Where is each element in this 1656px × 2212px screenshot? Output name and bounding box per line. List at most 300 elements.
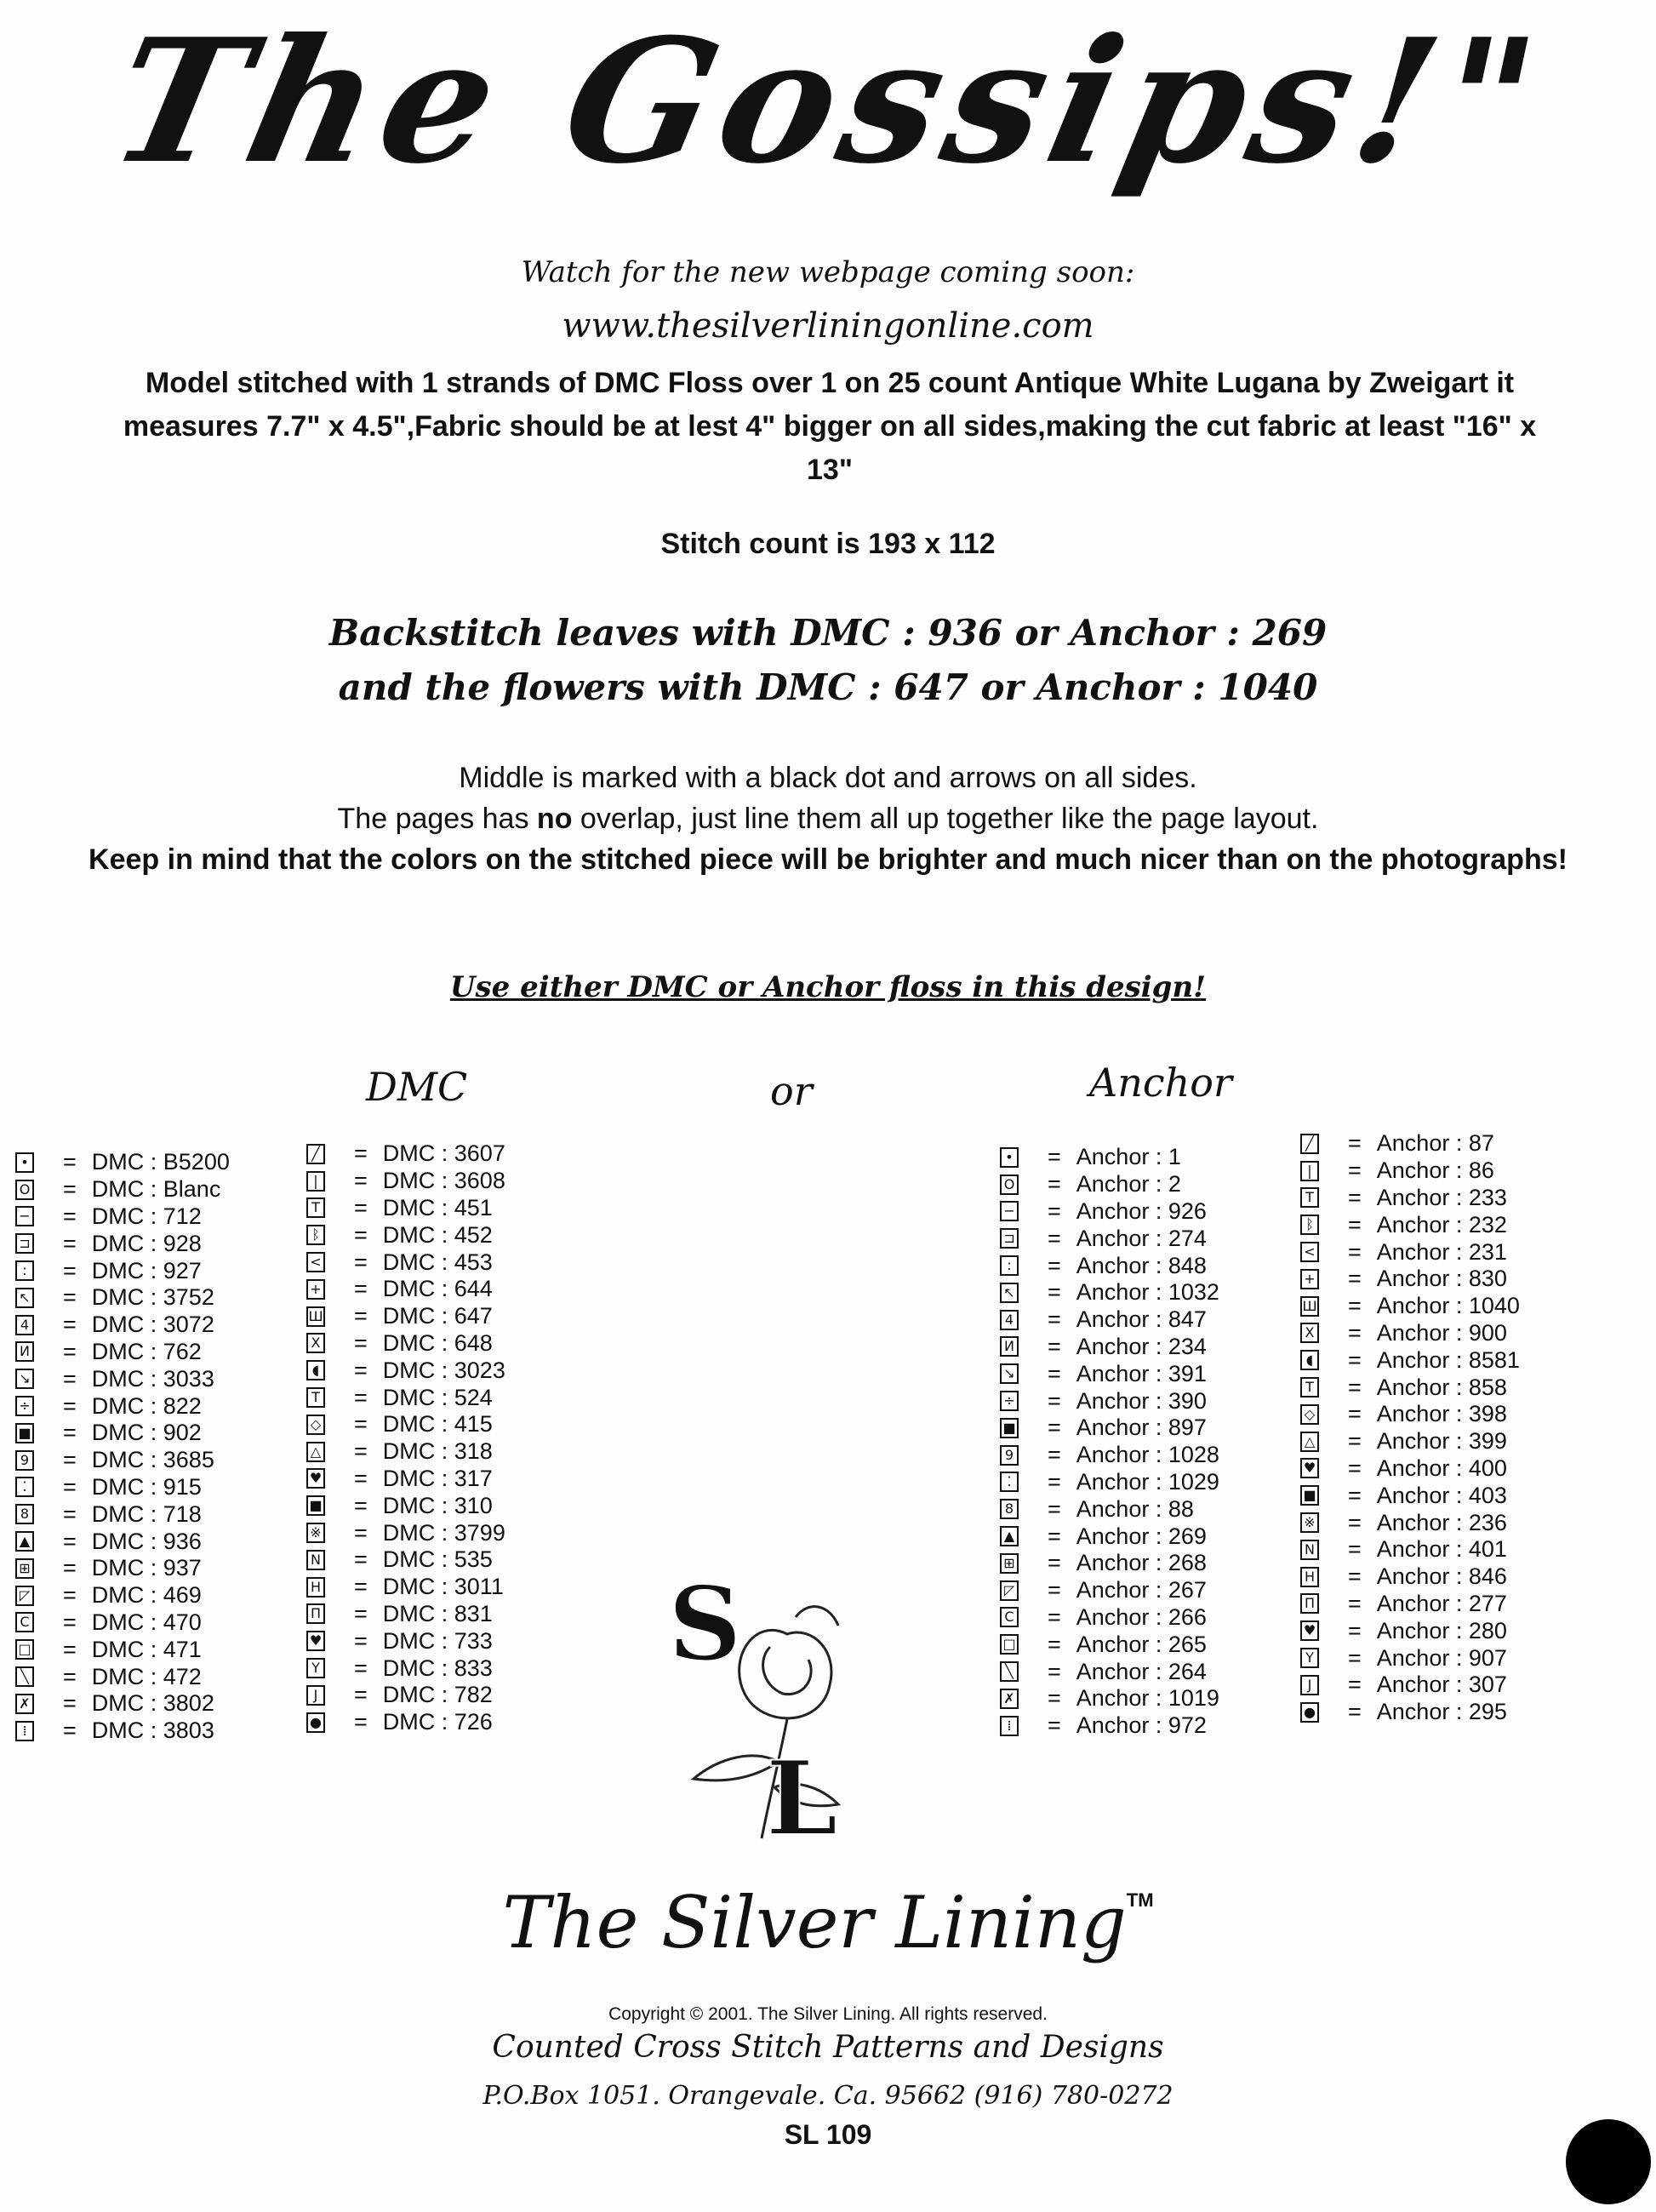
symbol-key-icon: 4 — [15, 1315, 34, 1335]
symbol-key-icon: C — [1000, 1607, 1019, 1627]
legend-row — [1300, 1644, 1520, 1672]
symbol-key-icon: ÷ — [15, 1396, 34, 1416]
legend-row — [1000, 1360, 1219, 1387]
symbol-key-icon: • — [1000, 1147, 1019, 1168]
thread-label: Anchor : 391 — [1076, 1360, 1207, 1386]
symbol-key-icon: Ш — [1300, 1296, 1319, 1317]
thread-label: Anchor : 1019 — [1076, 1685, 1219, 1712]
equals-sign: = — [63, 1284, 77, 1311]
symbol-key-icon: ↘ — [1000, 1363, 1019, 1384]
copyright: Copyright © 2001. The Silver Lining. All rights reserved. — [608, 2004, 1048, 2024]
symbol-key-icon: ◇ — [306, 1415, 325, 1435]
legend-row — [1000, 1469, 1219, 1496]
thread-label: Anchor : 88 — [1076, 1495, 1194, 1522]
symbol-key-icon: ╲ — [1000, 1661, 1019, 1682]
equals-sign: = — [354, 1276, 368, 1302]
symbol-key-icon: T — [1300, 1187, 1319, 1208]
thread-label: DMC : 470 — [91, 1609, 202, 1635]
backstitch-instructions — [0, 606, 1656, 715]
equals-sign: = — [1348, 1482, 1362, 1508]
layout-notes — [85, 757, 1571, 880]
equals-sign: = — [63, 1149, 77, 1175]
thread-label: Anchor : 846 — [1376, 1563, 1507, 1590]
equals-sign: = — [1048, 1333, 1061, 1359]
legend-row — [15, 1636, 230, 1663]
symbol-key-icon: J — [306, 1685, 325, 1706]
equals-sign: = — [354, 1303, 368, 1329]
thread-label: Anchor : 847 — [1076, 1306, 1207, 1333]
equals-sign: = — [1348, 1672, 1362, 1698]
legend-row — [15, 1230, 230, 1257]
thread-label: Anchor : 1 — [1076, 1144, 1181, 1170]
symbol-key-icon: 9 — [1000, 1445, 1019, 1466]
thread-label: DMC : 471 — [91, 1636, 202, 1662]
legend-row — [1300, 1130, 1520, 1157]
sl-monogram-logo — [660, 1566, 864, 1847]
legend-row — [15, 1582, 230, 1609]
legend-row — [1000, 1198, 1219, 1226]
equals-sign: = — [1348, 1644, 1362, 1671]
dmc-header: DMC — [366, 1064, 468, 1110]
legend-row — [1000, 1523, 1219, 1550]
symbol-key-icon: ♥ — [306, 1468, 325, 1489]
equals-sign: = — [354, 1357, 368, 1383]
legend-row — [306, 1168, 505, 1195]
thread-label: Anchor : 8581 — [1376, 1346, 1520, 1373]
symbol-key-icon: Π — [306, 1603, 325, 1624]
thread-label: Anchor : 307 — [1376, 1672, 1507, 1698]
symbol-key-icon: ※ — [306, 1523, 325, 1543]
brand-text: The Silver Lining — [502, 1881, 1127, 1964]
legend-row — [15, 1420, 230, 1447]
thread-label: Anchor : 231 — [1376, 1238, 1507, 1265]
legend-row — [1300, 1428, 1520, 1455]
thread-label: Anchor : 295 — [1376, 1699, 1507, 1725]
equals-sign: = — [1348, 1266, 1362, 1292]
anchor-header: Anchor — [1089, 1060, 1232, 1106]
symbol-key-icon: 8 — [1000, 1499, 1019, 1519]
thread-label: DMC : 472 — [91, 1663, 202, 1689]
symbol-key-icon: + — [1300, 1269, 1319, 1289]
legend-row — [306, 1655, 505, 1682]
symbol-key-icon: ※ — [1300, 1512, 1319, 1533]
backstitch-flowers: and the flowers with DMC : 647 or Anchor : 1040 — [338, 666, 1318, 708]
equals-sign: = — [1348, 1238, 1362, 1265]
thread-label: DMC : 3608 — [382, 1168, 505, 1194]
equals-sign: = — [354, 1438, 368, 1465]
legend-row — [306, 1384, 505, 1411]
symbol-key-icon: J — [1300, 1675, 1319, 1695]
thread-label: DMC : 3685 — [91, 1447, 214, 1473]
thread-label: DMC : 712 — [91, 1203, 202, 1229]
legend-row — [306, 1519, 505, 1546]
equals-sign: = — [63, 1338, 77, 1364]
legend-row — [306, 1546, 505, 1574]
symbol-key-icon: | — [306, 1171, 325, 1192]
symbol-key-icon: ⊐ — [1000, 1228, 1019, 1249]
equals-sign: = — [63, 1447, 77, 1473]
legend-row — [15, 1528, 230, 1555]
symbol-key-icon: C — [15, 1612, 34, 1632]
equals-sign: = — [354, 1519, 368, 1546]
equals-sign: = — [1048, 1712, 1061, 1739]
equals-sign: = — [1048, 1171, 1061, 1197]
monogram-s: S — [668, 1566, 742, 1684]
thread-label: DMC : 3799 — [382, 1519, 505, 1546]
legend-row — [306, 1303, 505, 1330]
thread-label: DMC : 762 — [91, 1338, 202, 1364]
legend-row — [1300, 1185, 1520, 1212]
thread-label: Anchor : 1029 — [1076, 1468, 1219, 1495]
symbol-key-icon: ⊞ — [1000, 1553, 1019, 1574]
equals-sign: = — [1048, 1197, 1061, 1224]
model-description: Model stitched with 1 strands of DMC Floss over 1 on 25 count Antique White Lugana by Zweigart it measures 7.7" x 4.5",Fabric should be at lest 4" bigger on all sides,making the cut fabric at least "16" x 13" — [123, 367, 1537, 486]
thread-label: DMC : 3033 — [91, 1365, 214, 1392]
legend-row — [1000, 1387, 1219, 1415]
monogram-l: L — [766, 1739, 838, 1847]
equals-sign: = — [354, 1546, 368, 1573]
equals-sign: = — [1348, 1617, 1362, 1643]
equals-sign: = — [1048, 1252, 1061, 1278]
thread-label: DMC : 822 — [91, 1392, 202, 1419]
thread-label: Anchor : 277 — [1376, 1590, 1507, 1616]
legend-row — [306, 1709, 505, 1736]
thread-label: DMC : 3607 — [382, 1140, 505, 1167]
legend-row — [306, 1140, 505, 1168]
equals-sign: = — [1048, 1523, 1061, 1549]
symbol-key-icon: ╲ — [15, 1666, 34, 1687]
thread-label: Anchor : 907 — [1376, 1644, 1507, 1671]
symbol-key-icon: ■ — [15, 1423, 34, 1443]
equals-sign: = — [1348, 1428, 1362, 1455]
equals-sign: = — [1348, 1184, 1362, 1210]
symbol-key-icon: ● — [1300, 1702, 1319, 1723]
thread-label: Anchor : 233 — [1376, 1184, 1507, 1210]
thread-label: Anchor : 267 — [1076, 1577, 1207, 1603]
symbol-key-icon: • — [15, 1152, 34, 1173]
equals-sign: = — [1048, 1631, 1061, 1657]
thread-label: DMC : 524 — [382, 1384, 493, 1410]
legend-row — [1000, 1577, 1219, 1604]
symbol-key-icon: ⁞ — [15, 1721, 34, 1741]
or-label: or — [770, 1068, 813, 1114]
symbol-key-icon: ✗ — [15, 1694, 34, 1714]
legend-row — [306, 1357, 505, 1384]
equals-sign: = — [1048, 1306, 1061, 1333]
thread-label: Anchor : 1040 — [1376, 1293, 1520, 1319]
legend-row — [1000, 1415, 1219, 1442]
symbol-key-icon: T — [1300, 1377, 1319, 1398]
thread-label: DMC : 452 — [382, 1221, 493, 1248]
symbol-key-icon: ▲ — [15, 1531, 34, 1552]
legend-row — [1000, 1171, 1219, 1198]
thread-label: DMC : 782 — [382, 1682, 493, 1708]
symbol-key-icon: 8 — [15, 1504, 34, 1524]
symbol-key-icon: Y — [306, 1658, 325, 1678]
legend-row — [1000, 1144, 1219, 1171]
legend-row — [306, 1438, 505, 1466]
legend-row — [306, 1411, 505, 1438]
thread-label: Anchor : 268 — [1076, 1550, 1207, 1576]
equals-sign: = — [63, 1718, 77, 1744]
legend-row — [15, 1284, 230, 1312]
thread-label: DMC : B5200 — [91, 1149, 230, 1175]
symbol-key-icon: ✗ — [1000, 1689, 1019, 1709]
thread-label: DMC : 469 — [91, 1582, 202, 1609]
legend-row — [306, 1492, 505, 1519]
pattern-code: SL 109 — [784, 2119, 872, 2150]
legend-row — [15, 1555, 230, 1582]
symbol-key-icon: И — [15, 1341, 34, 1362]
symbol-key-icon: − — [15, 1206, 34, 1226]
legend-row — [1000, 1550, 1219, 1577]
legend-row — [1000, 1306, 1219, 1334]
legend-row — [15, 1257, 230, 1284]
thread-label: DMC : 310 — [382, 1492, 493, 1518]
equals-sign: = — [63, 1609, 77, 1635]
symbol-key-icon: ↘ — [15, 1369, 34, 1389]
backstitch-leaves: Backstitch leaves with DMC : 936 or Anchor : 269 — [328, 612, 1328, 654]
legend-row — [15, 1690, 230, 1718]
floss-choice-note: Use either DMC or Anchor floss in this design! — [449, 970, 1207, 1004]
symbol-key-icon: ↖ — [15, 1288, 34, 1308]
legend-row — [1300, 1591, 1520, 1618]
thread-label: Anchor : 390 — [1076, 1387, 1207, 1414]
legend-row — [1300, 1238, 1520, 1266]
webpage-notice: Watch for the new webpage coming soon: — [521, 255, 1135, 289]
symbol-key-icon: T — [306, 1197, 325, 1218]
thread-label: DMC : 451 — [382, 1194, 493, 1220]
thread-label: DMC : 644 — [382, 1276, 493, 1302]
legend-row — [1000, 1279, 1219, 1306]
thread-label: DMC : 3023 — [382, 1357, 505, 1383]
thread-label: Anchor : 398 — [1376, 1401, 1507, 1427]
equals-sign: = — [354, 1168, 368, 1194]
equals-sign: = — [354, 1249, 368, 1275]
legend-row — [1300, 1672, 1520, 1699]
legend-row — [15, 1718, 230, 1745]
symbol-key-icon: O — [15, 1180, 34, 1200]
legend-row — [15, 1392, 230, 1420]
symbol-key-icon: ♥ — [1300, 1620, 1319, 1641]
thread-label: Anchor : 232 — [1376, 1211, 1507, 1237]
legend-row — [15, 1203, 230, 1231]
thread-label: DMC : 831 — [382, 1600, 493, 1626]
equals-sign: = — [354, 1329, 368, 1356]
equals-sign: = — [1048, 1468, 1061, 1495]
legend-row — [1300, 1374, 1520, 1401]
equals-sign: = — [63, 1582, 77, 1609]
legend-row — [1300, 1346, 1520, 1374]
legend-row — [1000, 1712, 1219, 1740]
thread-label: Anchor : 897 — [1076, 1415, 1207, 1441]
equals-sign: = — [63, 1365, 77, 1392]
thread-label: DMC : 648 — [382, 1329, 493, 1356]
thread-label: DMC : 927 — [91, 1257, 202, 1283]
thread-label: Anchor : 403 — [1376, 1482, 1507, 1508]
symbol-key-icon: ᛒ — [1300, 1215, 1319, 1235]
equals-sign: = — [1048, 1658, 1061, 1684]
symbol-key-icon: ♥ — [1300, 1458, 1319, 1478]
legend-row — [15, 1149, 230, 1176]
equals-sign: = — [63, 1473, 77, 1500]
page-title: The Gossips!" — [95, 2, 1561, 202]
equals-sign: = — [1348, 1590, 1362, 1616]
symbol-key-icon: < — [306, 1252, 325, 1272]
thread-label: Anchor : 1032 — [1076, 1279, 1219, 1306]
legend-row — [1000, 1252, 1219, 1279]
symbol-key-icon: H — [1300, 1567, 1319, 1587]
symbol-key-icon: ■ — [1300, 1485, 1319, 1506]
thread-label: DMC : 3752 — [91, 1284, 214, 1311]
thread-label: DMC : 726 — [382, 1709, 493, 1735]
thread-label: Anchor : 830 — [1376, 1266, 1507, 1292]
equals-sign: = — [1048, 1685, 1061, 1712]
legend-row — [15, 1447, 230, 1474]
symbol-key-icon: ⁚ — [15, 1477, 34, 1497]
overlap-note-emph: no — [536, 803, 573, 835]
thread-label: Anchor : 266 — [1076, 1603, 1207, 1630]
symbol-key-icon: ◸ — [1000, 1580, 1019, 1601]
equals-sign: = — [1348, 1319, 1362, 1346]
legend-row — [1300, 1157, 1520, 1185]
symbol-key-icon: H — [306, 1577, 325, 1598]
anchor-legend-col1 — [1000, 1144, 1219, 1740]
equals-sign: = — [1048, 1387, 1061, 1414]
thread-label: DMC : 928 — [91, 1230, 202, 1256]
equals-sign: = — [1048, 1225, 1061, 1251]
equals-sign: = — [1348, 1374, 1362, 1400]
thread-label: DMC : 3803 — [91, 1718, 214, 1744]
symbol-key-icon: ▲ — [1000, 1526, 1019, 1546]
symbol-key-icon: < — [1300, 1242, 1319, 1262]
symbol-key-icon: X — [306, 1333, 325, 1353]
equals-sign: = — [1348, 1401, 1362, 1427]
symbol-key-icon: : — [1000, 1255, 1019, 1276]
legend-row — [1000, 1334, 1219, 1361]
legend-row — [306, 1574, 505, 1601]
equals-sign: = — [354, 1600, 368, 1626]
legend-row — [1000, 1604, 1219, 1632]
thread-label: DMC : 3802 — [91, 1690, 214, 1717]
stitch-count: Stitch count is 193 x 112 — [660, 528, 996, 560]
equals-sign: = — [1048, 1550, 1061, 1576]
website-url: www.thesilverliningonline.com — [562, 306, 1094, 346]
equals-sign: = — [1348, 1211, 1362, 1237]
legend-row — [306, 1221, 505, 1249]
legend-row — [15, 1609, 230, 1637]
equals-sign: = — [1348, 1536, 1362, 1563]
equals-sign: = — [1048, 1495, 1061, 1522]
equals-sign: = — [354, 1574, 368, 1600]
thread-label: Anchor : 265 — [1076, 1631, 1207, 1657]
legend-row — [1300, 1320, 1520, 1347]
equals-sign: = — [63, 1528, 77, 1554]
thread-label: DMC : 718 — [91, 1500, 202, 1527]
legend-row — [306, 1330, 505, 1357]
thread-label: Anchor : 400 — [1376, 1455, 1507, 1481]
equals-sign: = — [354, 1465, 368, 1491]
equals-sign: = — [354, 1140, 368, 1167]
equals-sign: = — [1348, 1293, 1362, 1319]
thread-label: Anchor : 1028 — [1076, 1442, 1219, 1468]
symbol-key-icon: ◇ — [1300, 1404, 1319, 1425]
legend-row — [1300, 1617, 1520, 1644]
legend-row — [1300, 1455, 1520, 1483]
thread-label: Anchor : 234 — [1076, 1333, 1207, 1359]
equals-sign: = — [354, 1655, 368, 1681]
thread-label: Anchor : 926 — [1076, 1197, 1207, 1224]
legend-row — [15, 1500, 230, 1528]
symbol-key-icon: X — [1300, 1323, 1319, 1343]
legend-row — [1000, 1442, 1219, 1469]
equals-sign: = — [354, 1682, 368, 1708]
thread-label: DMC : 415 — [382, 1411, 493, 1438]
symbol-key-icon: □ — [15, 1639, 34, 1660]
thread-label: Anchor : 274 — [1076, 1225, 1207, 1251]
legend-row — [1000, 1225, 1219, 1252]
legend-row — [1300, 1482, 1520, 1509]
symbol-key-icon: △ — [1300, 1432, 1319, 1452]
legend-row — [1300, 1401, 1520, 1428]
thread-label: Anchor : 280 — [1376, 1617, 1507, 1643]
legend-row — [306, 1601, 505, 1628]
equals-sign: = — [1048, 1603, 1061, 1630]
thread-label: Anchor : 972 — [1076, 1712, 1207, 1739]
thread-label: DMC : 902 — [91, 1420, 202, 1446]
thread-label: DMC : 317 — [382, 1465, 493, 1491]
equals-sign: = — [1348, 1346, 1362, 1373]
legend-row — [1300, 1536, 1520, 1563]
equals-sign: = — [354, 1492, 368, 1518]
equals-sign: = — [63, 1312, 77, 1338]
page-marker-dot — [1566, 2119, 1651, 2204]
equals-sign: = — [354, 1194, 368, 1220]
legend-row — [306, 1249, 505, 1276]
equals-sign: = — [1048, 1415, 1061, 1441]
dmc-legend-col2 — [306, 1140, 505, 1736]
symbol-key-icon: Y — [1300, 1648, 1319, 1668]
thread-label: DMC : 453 — [382, 1249, 493, 1275]
legend-row — [306, 1276, 505, 1303]
symbol-key-icon: ╱ — [1300, 1134, 1319, 1154]
legend-row — [15, 1176, 230, 1203]
dmc-legend-col1 — [15, 1149, 230, 1745]
equals-sign: = — [1048, 1279, 1061, 1306]
symbol-key-icon: ⊐ — [15, 1233, 34, 1254]
symbol-key-icon: 9 — [15, 1450, 34, 1471]
equals-sign: = — [1048, 1360, 1061, 1386]
brand-name — [0, 1881, 1656, 1964]
symbol-key-icon: N — [306, 1550, 325, 1570]
equals-sign: = — [1348, 1509, 1362, 1535]
equals-sign: = — [63, 1392, 77, 1419]
equals-sign: = — [63, 1636, 77, 1662]
thread-label: Anchor : 401 — [1376, 1536, 1507, 1563]
symbol-key-icon: ⁚ — [1000, 1472, 1019, 1492]
overlap-note-c: overlap, just line them all up together like the page layout. — [572, 803, 1319, 835]
equals-sign: = — [1048, 1577, 1061, 1603]
symbol-key-icon: ᛒ — [306, 1225, 325, 1245]
tagline: Counted Cross Stitch Patterns and Designs — [492, 2030, 1164, 2065]
symbol-key-icon: Ш — [306, 1306, 325, 1327]
equals-sign: = — [63, 1663, 77, 1689]
equals-sign: = — [354, 1384, 368, 1410]
legend-row — [15, 1663, 230, 1690]
equals-sign: = — [354, 1627, 368, 1654]
equals-sign: = — [63, 1230, 77, 1256]
symbol-key-icon: И — [1000, 1336, 1019, 1357]
